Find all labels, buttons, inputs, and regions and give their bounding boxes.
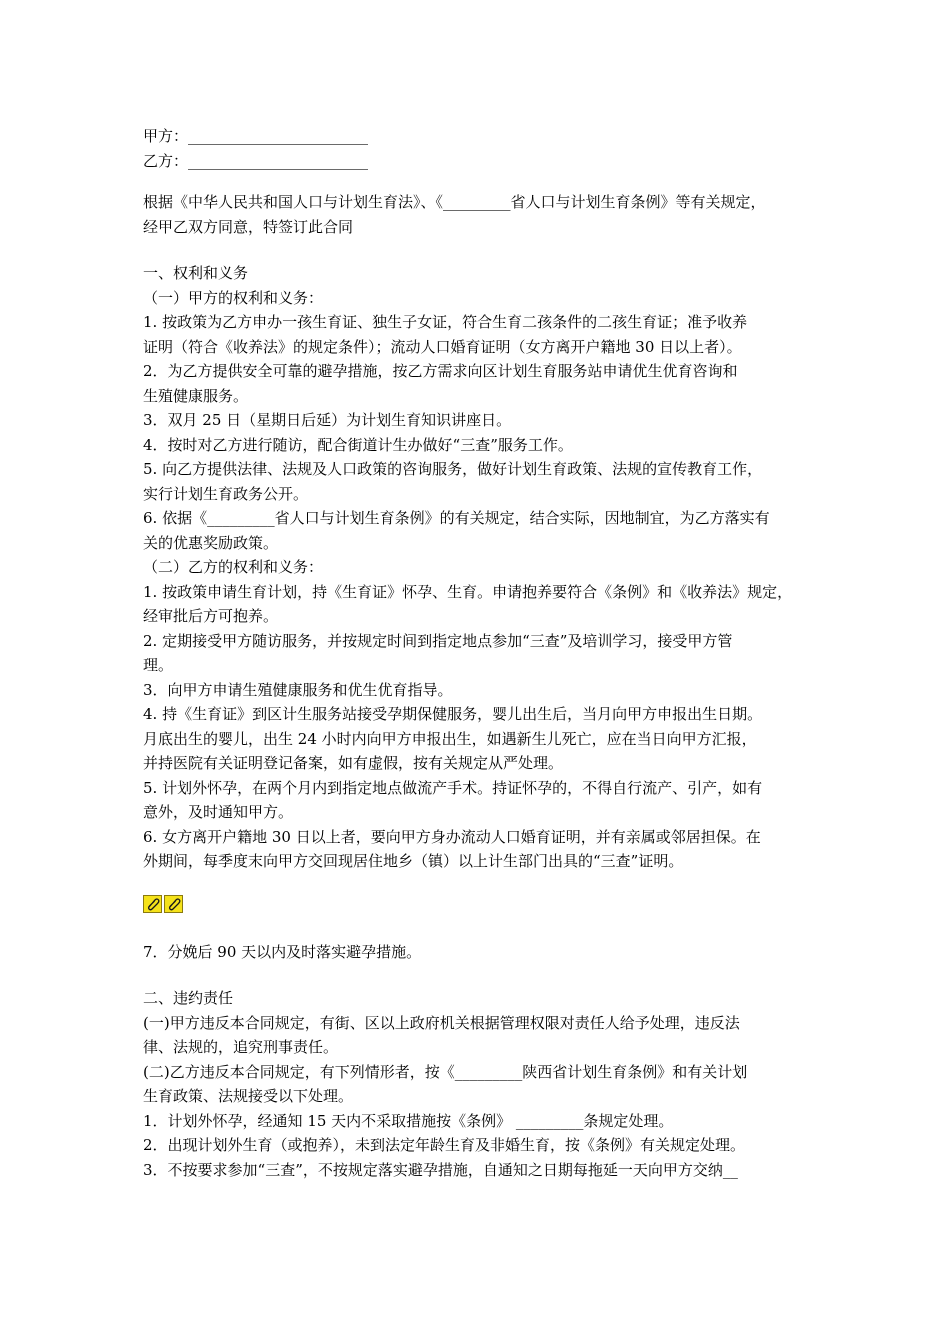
body-line: 生育政策、法规接受以下处理。 (143, 1087, 354, 1105)
body-line: 意外，及时通知甲方。 (143, 803, 294, 821)
party-a-line: 甲方：________________________ (143, 127, 369, 145)
party-b-line: 乙方：________________________ (143, 151, 369, 170)
body-line: 实行计划生育政务公开。 (143, 484, 309, 503)
body-line: 关的优惠奖励政策。 (143, 533, 279, 552)
body-line: 2．出现计划外生育（或抱养），未到法定年龄生育及非婚生育，按《条例》有关规定处理。 (143, 1136, 746, 1154)
body-line: 5. 计划外怀孕，在两个月内到指定地点做流产手术。持证怀孕的，不得自行流产、引产，如有 (143, 778, 763, 797)
section-1-title: 一、权利和义务 (143, 264, 249, 282)
body-line: 月底出生的婴儿，出生 24 小时内向甲方申报出生，如遇新生儿死亡，应在当日向甲方汇报， (143, 729, 757, 748)
body-line: 1. 按政策为乙方申办一孩生育证、独生子女证，符合生育二孩条件的二孩生育证；准予收养 (143, 313, 748, 331)
body-line: 2．为乙方提供安全可靠的避孕措施，按乙方需求向区计划生育服务站申请优生优育咨询和 (143, 362, 738, 380)
body-line: 生殖健康服务。 (143, 386, 249, 405)
intro-line-2: 经甲乙双方同意，特签订此合同 (143, 217, 354, 236)
section-2-title: 二、违约责任 (143, 989, 234, 1007)
body-line: (二)乙方违反本合同规定，有下列情形者，按《_________陕西省计划生育条例》和有关计划 (143, 1062, 748, 1081)
intro-line-1: 根据《中华人民共和国人口与计划生育法》、《_________省人口与计划生育条例》等有关规定， (143, 193, 766, 211)
body-line: 1．计划外怀孕，经通知 15 天内不采取措施按《条例》 _________条规定处理。 (143, 1111, 674, 1130)
body-line: 3．双月 25 日（星期日后延）为计划生育知识讲座日。 (143, 411, 512, 429)
spacer (143, 874, 823, 892)
spacer (143, 173, 823, 190)
body-line: 经审批后方可抱养。 (143, 607, 279, 625)
subsection-b-title: （二）乙方的权利和义务： (143, 558, 324, 576)
body-line: 证明（符合《收养法》的规定条件）；流动人口婚育证明（女方离开户籍地 30 日以上者）。 (143, 337, 742, 356)
paperclip-icon[interactable] (143, 895, 162, 913)
body-line: (一)甲方违反本合同规定，有街、区以上政府机关根据管理权限对责任人给予处理，违反法 (143, 1013, 740, 1032)
body-line: 理。 (143, 656, 174, 674)
body-line: 外期间，每季度末向甲方交回现居住地乡（镇）以上计生部门出具的“三查”证明。 (143, 852, 684, 870)
body-line: 律、法规的，追究刑事责任。 (143, 1038, 339, 1056)
spacer (143, 239, 823, 261)
body-line: 6. 依据《_________省人口与计划生育条例》的有关规定，结合实际，因地制宜，为乙方落实有 (143, 509, 770, 527)
body-line: 2. 定期接受甲方随访服务，并按规定时间到指定地点参加“三查”及培训学习，接受甲方管 (143, 631, 733, 650)
subsection-a-title: （一）甲方的权利和义务： (143, 288, 324, 307)
spacer (143, 916, 823, 940)
contract-document (143, 124, 823, 1182)
embedded-object-icons[interactable] (143, 892, 823, 916)
body-line: 并持医院有关证明登记备案，如有虚假，按有关规定从严处理。 (143, 754, 564, 772)
body-line: 4．按时对乙方进行随访，配合街道计生办做好“三查”服务工作。 (143, 435, 573, 454)
body-line: 1. 按政策申请生育计划，持《生育证》怀孕、生育。申请抱养要符合《条例》和《收养法》规定， (143, 582, 793, 601)
body-line: 3．向甲方申请生殖健康服务和优生优育指导。 (143, 680, 453, 699)
body-line: 5. 向乙方提供法律、法规及人口政策的咨询服务，做好计划生育政策、法规的宣传教育工作， (143, 460, 763, 478)
spacer (143, 964, 823, 986)
item-7: 7．分娩后 90 天以内及时落实避孕措施。 (143, 942, 422, 961)
body-line: 4. 持《生育证》到区计生服务站接受孕期保健服务，婴儿出生后，当月向甲方申报出生日期。 (143, 705, 763, 723)
body-line: 6. 女方离开户籍地 30 日以上者，要向甲方身办流动人口婚育证明，并有亲属或邻居担保。在 (143, 827, 761, 846)
paperclip-icon[interactable] (164, 895, 183, 913)
body-line: 3．不按要求参加“三查”，不按规定落实避孕措施，自通知之日期每拖延一天向甲方交纳__ (143, 1160, 738, 1179)
